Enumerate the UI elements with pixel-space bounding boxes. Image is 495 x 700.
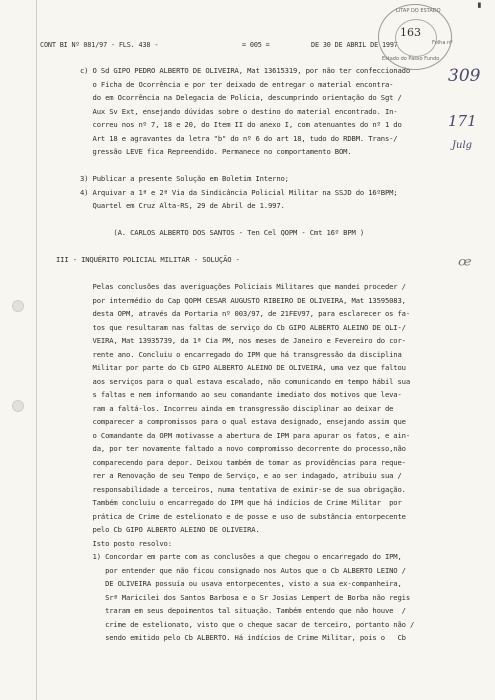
- document-line: comparecer a compromissos para o qual estava designado, ensejando assim que: [80, 417, 406, 426]
- document-line: do em Ocorrência na Delegacia de Polícia, descumprindo orientação do Sgt /: [80, 93, 402, 102]
- stamp-text-bottom: Estado do Passo Fundo: [382, 56, 440, 62]
- document-line: o Ficha de Ocorrência e por ter deixado de entregar o material encontra-: [80, 79, 394, 89]
- document-line: Art 18 e agravantes da letra "b" do nº 6 do art 18, tudo do RDBM. Trans-/: [80, 133, 398, 143]
- document-line: pelo Cb GIPO ALBERTO ALEINO DE OLIVEIRA.: [80, 525, 260, 534]
- punch-hole: [12, 300, 24, 312]
- document-line: correu nos nº 7, 18 e 20, do Item II do anexo I, com atenuantes do nº 1 do: [80, 120, 402, 129]
- document-line: 3) Publicar a presente Solução em Boletim Interno;: [80, 174, 289, 183]
- document-line: c) O Sd GIPO PEDRO ALBERTO DE OLIVEIRA, Mat 13615319, por não ter confeccionado: [80, 66, 411, 75]
- document-line: III - INQUÉRITO POLICIAL MILITAR - SOLUÇÃO -: [56, 255, 240, 264]
- document-line: gressão LEVE fica Repreendido. Permanece no comportamento BOM.: [80, 147, 352, 156]
- corner-mark-icon: ▘: [478, 4, 484, 14]
- document-line: prática de Crime de estelionato e de posse e uso de substância entorpecente: [80, 511, 406, 521]
- document-line: responsabilidade a terceiros, numa tentativa de eximir-se de sua obrigação.: [80, 484, 406, 494]
- document-line: (A. CARLOS ALBERTO DOS SANTOS - Ten Cel QOPM - Cmt 16º BPM ): [80, 228, 365, 237]
- margin-note-folha: 309: [448, 66, 481, 86]
- document-line: DE OLIVEIRA possuía ou usava entorpecentes, visto a sua ex-companheira,: [80, 579, 402, 588]
- document-line: Srª Maricilei dos Santos Barbosa e o Sr Josias Lempert de Borba não regis: [80, 592, 411, 602]
- stamp-text-top: LITAP DO ESTADO: [396, 8, 441, 14]
- document-line: por intermédio do Cap QOPM CESAR AUGUSTO RIBEIRO DE OLIVEIRA, Mat 13595083,: [80, 295, 406, 305]
- margin-squiggle-icon: ꟹ: [458, 254, 472, 279]
- document-line: traram em seus depoimentos tal situação. Também entendo que não houve /: [80, 606, 406, 615]
- document-line: aos serviços para o qual estava escalado, não comunicando em tempo hábil sua: [80, 376, 411, 386]
- document-line: rer a Renovação de seu Tempo de Serviço, e ao ser indagado, atribuiu sua /: [80, 471, 402, 480]
- binder-margin-line: [36, 0, 37, 700]
- header-center: = 005 =: [242, 41, 270, 49]
- document-line: s faltas e nem informando ao seu comandante imediato dos motivos que leva-: [80, 390, 402, 399]
- document-line: Também concluiu o encarregado do IPM que há indícios de Crime Militar por: [80, 498, 402, 507]
- margin-note-rubric: 171: [448, 112, 477, 130]
- document-line: tos que resultaram nas faltas de serviço do Cb GIPO ALBERTO ALEINO DE OLI-/: [80, 322, 406, 332]
- document-line: crime de estelionato, visto que o cheque sacar de terceiro, portanto não /: [80, 619, 415, 629]
- document-line: Isto posto resolvo:: [80, 538, 172, 548]
- document-line: sendo emitido pelo Cb ALBERTO. Há indícios de Crime Militar, pois o Cb: [80, 633, 406, 642]
- document-line: 1) Concordar em parte com as conclusões a que chegou o encarregado do IPM,: [80, 552, 402, 561]
- document-line: desta OPM, através da Portaria nº 003/97, de 21FEV97, para esclarecer os fa-: [80, 309, 411, 318]
- document-line: Pelas conclusões das averiguações Policiais Militares que mandei proceder /: [80, 282, 406, 291]
- document-line: por entender que não ficou consignado nos Autos que o Cb ALBERTO LEINO /: [80, 565, 406, 575]
- document-line: Militar por parte do Cb GIPO ALBERTO ALEINO DE OLIVEIRA, uma vez que faltou: [80, 363, 406, 372]
- punch-hole: [12, 400, 24, 412]
- document-line: Aux Sv Ext, ensejando dúvidas sobre o destino do material encontrado. In-: [80, 106, 398, 116]
- stamp-number: 163: [400, 26, 421, 39]
- header-left: CONT BI Nº 081/97 - FLS. 438 -: [40, 41, 159, 49]
- header-right: DE 30 DE ABRIL DE 1997: [311, 41, 398, 49]
- document-line: VEIRA, Mat 13935739, da 1ª Cia PM, nos meses de Janeiro e Fevereiro do cor-: [80, 336, 406, 345]
- margin-note-signature: Julg: [452, 140, 473, 151]
- document-line: rente ano. Concluiu o encarregado do IPM que há transgressão da disciplina: [80, 349, 402, 359]
- document-line: o Comandante da OPM motivasse a abertura de IPM para apurar os fatos, e ain-: [80, 430, 411, 440]
- document-line: da, por ter novamente faltado a novo compromisso decorrente do processo,não: [80, 444, 406, 453]
- document-line: Quartel em Cruz Alta-RS, 29 de Abril de 1.997.: [80, 201, 285, 210]
- document-line: comparecendo para depor. Deixou também de tomar as providências para reque-: [80, 457, 406, 467]
- document-line: ram a faltá-los. Incorreu ainda em transgressão disciplinar ao deixar de: [80, 403, 394, 413]
- document-line: 4) Arquivar a 1ª e 2ª Via da Sindicância Policial Militar na SSJD do 16ºBPM;: [80, 187, 398, 197]
- stamp-text-right: Folha nº: [432, 40, 453, 46]
